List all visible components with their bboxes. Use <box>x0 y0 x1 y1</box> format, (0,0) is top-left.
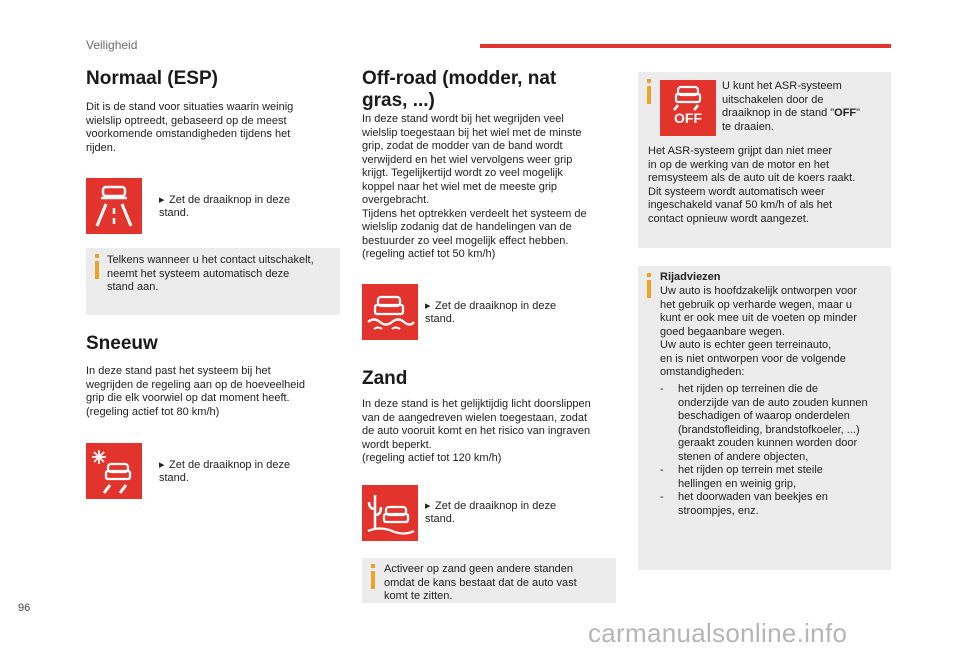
driving-tips-list <box>660 383 888 518</box>
normal-instruction <box>159 180 334 221</box>
info-icon <box>371 571 375 589</box>
snow-body: In deze stand past het systeem bij het wegrijden de regeling aan op de hoeveelheid grip die elk voorwiel op dat moment heeft. (regeling actief tot 80 km/h) <box>86 365 305 418</box>
sand-title: Zand <box>362 368 408 389</box>
sand-instruction-text: Zet de draaiknop in deze stand. <box>425 499 557 525</box>
driving-tips-title: Rijadviezen <box>660 271 721 283</box>
normal-body: Dit is de stand voor situaties waarin weinig wielslip optreedt, gebaseerd op de meest voorkomende omstandigheden tijdens het rijden. <box>86 101 294 154</box>
normal-title: Normaal (ESP) <box>86 68 218 89</box>
off-label: OFF <box>674 110 702 126</box>
list-item: - het rijden op terrein met steile hellingen en weinig grip, <box>660 464 888 491</box>
snow-instruction-text: Zet de draaiknop in deze stand. <box>159 458 291 484</box>
section-label: Veiligheid <box>86 38 138 52</box>
asr-body: Het ASR-systeem grijpt dan niet meer in op de werking van de motor en het remsysteem als de auto uit de koers raakt. Dit systeem wordt automatisch weer ingeschakeld vanaf 50 km/h of als het contact opnieuw wordt aangezet. <box>648 145 856 225</box>
snow-car-icon <box>86 443 142 499</box>
asr-intro-part2: " te draaien. <box>722 107 861 133</box>
normal-instruction-text: Zet de draaiknop in deze stand. <box>159 193 291 219</box>
info-icon <box>95 261 99 279</box>
offroad-instruction-text: Zet de draaiknop in deze stand. <box>425 299 557 325</box>
arrow-bullet-icon: ▸ <box>425 299 431 312</box>
arrow-bullet-icon: ▸ <box>159 193 165 206</box>
asr-intro-part1: U kunt het ASR-systeem uitschakelen door de draaiknop in de stand " <box>722 80 842 119</box>
snow-title: Sneeuw <box>86 333 158 354</box>
sand-note: Activeer op zand geen andere standen omdat de kans bestaat dat de auto vast komt te zitten. <box>384 563 577 602</box>
road-icon <box>86 178 142 234</box>
list-item: - het doorwaden van beekjes en stroompjes, enz. <box>660 491 888 518</box>
offroad-body: In deze stand wordt bij het wegrijden veel wielslip toegestaan bij het wiel met de minste grip, zodat de modder van de band wordt verwijderd en het wiel vervolgens weer grip krijgt. Tegelijkertijd wordt zo veel mogelijk koppel naar het wiel met de meeste grip overgebracht. Tijdens het optrekken verdeelt het systeem de wielslip zodanig dat de handelingen van de bestuurder zo veel mogelijk effect hebben. (regeling actief tot 50 km/h) <box>362 113 587 260</box>
mud-car-icon <box>362 284 418 340</box>
traction-off-icon <box>660 80 716 136</box>
header-accent-bar <box>480 44 891 48</box>
sand-cactus-car-icon <box>362 485 418 541</box>
offroad-title: Off-road (modder, nat gras, ...) <box>362 68 557 111</box>
asr-intro <box>722 80 882 134</box>
sand-body: In deze stand is het gelijktijdig licht doorslippen van de aangedreven wielen toegestaan, zodat de auto vooruit komt en het risico van ingraven wordt beperkt. (regeling actief tot 120 km/h) <box>362 398 591 464</box>
snow-instruction <box>159 445 334 486</box>
offroad-instruction <box>425 286 605 327</box>
watermark: carmanualsonline.info <box>588 618 848 648</box>
page-number: 96 <box>18 602 31 614</box>
asr-intro-off: OFF <box>834 107 857 119</box>
driving-tips-body: Uw auto is hoofdzakelijk ontworpen voor het gebruik op verharde wegen, maar u kunt er ook mee uit de voeten op minder goed begaanbare wegen. Uw auto is echter geen terreinauto, en is niet ontworpen voor de volgende omstandigheden: <box>660 285 857 378</box>
arrow-bullet-icon: ▸ <box>159 458 165 471</box>
arrow-bullet-icon: ▸ <box>425 499 431 512</box>
list-item: - het rijden op terreinen die de onderzijde van de auto zouden kunnen beschadigen of waarop onderdelen (brandstofleiding, brandstofkoeler, ...) geraakt zouden kunnen worden door stenen of andere objecten, <box>660 383 888 464</box>
info-icon <box>647 280 651 298</box>
sand-instruction <box>425 486 605 527</box>
info-icon <box>647 86 651 104</box>
normal-note: Telkens wanneer u het contact uitschakelt, neemt het systeem automatisch deze stand aan. <box>107 254 314 293</box>
